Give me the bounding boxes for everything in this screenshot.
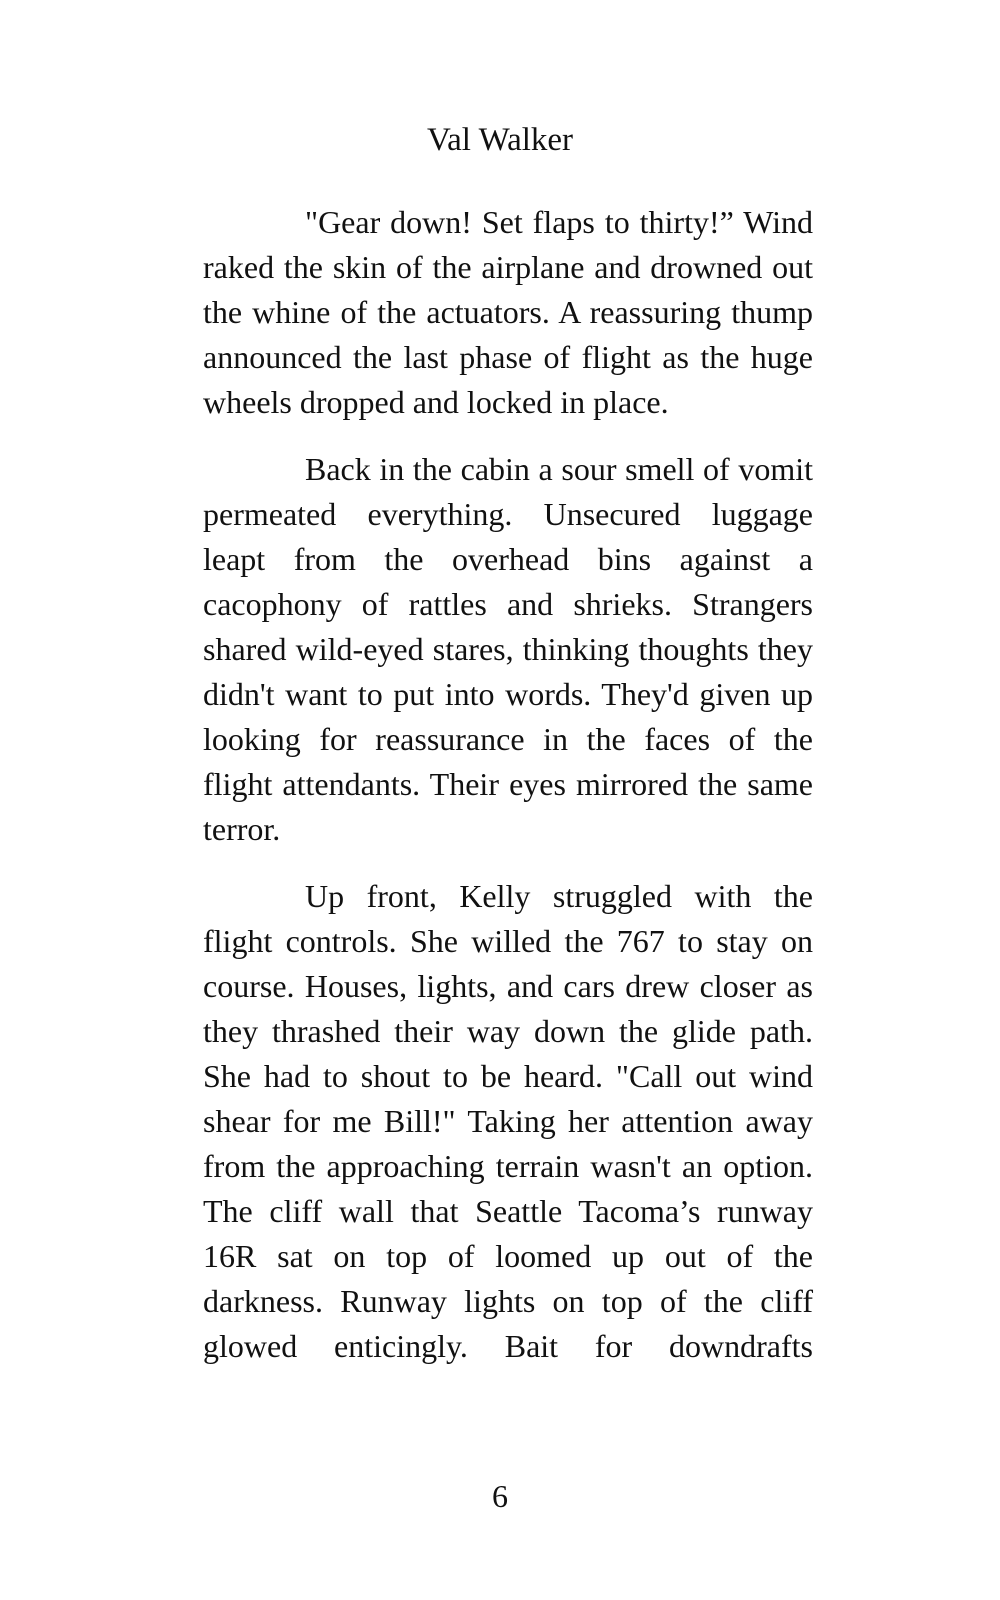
- paragraph-3: Up front, Kelly struggled with the flight controls. She willed the 767 to stay on course. Houses, lights, and cars drew closer as they thrashed their way down the glide path. She had to shout to be heard. "Call out wind shear for me Bill!" Taking her attention away from the approaching terrain wasn't an option. The cliff wall that Seattle Tacoma’s runway 16R sat on top of loomed up out of the darkness. Runway lights on top of the cliff glowed enticingly. Bait for downdrafts: [203, 878, 813, 1364]
- paragraph-2: Back in the cabin a sour smell of vomit permeated everything. Unsecured luggage leapt from the overhead bins against a cacophony of rattles and shrieks. Strangers shared wild-eyed stares, thinking thoughts they didn't want to put into words. They'd given up looking for reassurance in the faces of the flight attendants. Their eyes mirrored the same terror.: [203, 451, 813, 847]
- body-text: [203, 200, 813, 1369]
- page-number: 6: [492, 1478, 508, 1514]
- running-header-author: Val Walker: [426, 122, 574, 158]
- paragraph-1: "Gear down! Set flaps to thirty!” Wind raked the skin of the airplane and drowned out the whine of the actuators. A reassuring thump announced the last phase of flight as the huge wheels dropped and locked in place.: [203, 204, 813, 420]
